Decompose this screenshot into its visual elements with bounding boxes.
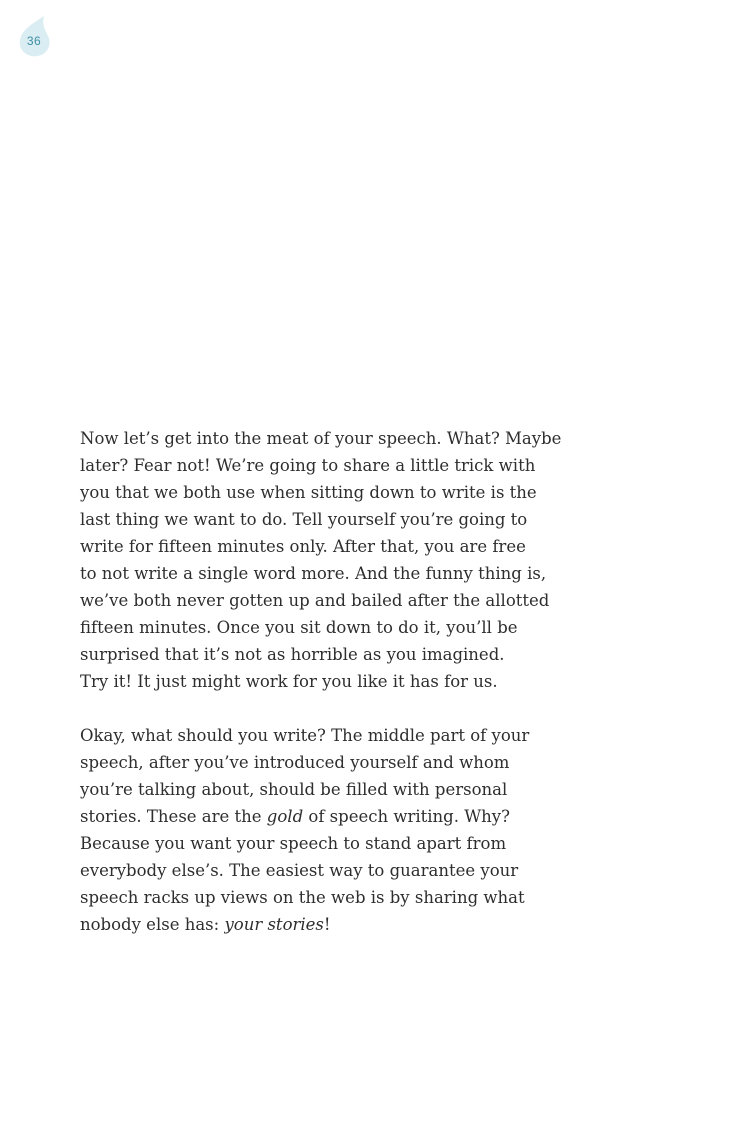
text-segment: of speech writing. Why?	[303, 807, 510, 826]
text-line: you that we both use when sitting down to write is the	[80, 483, 537, 502]
text-segment: nobody else has:	[80, 915, 225, 934]
text-line: everybody else’s. The easiest way to guarantee your	[80, 861, 519, 880]
emphasis-text: gold	[266, 807, 304, 826]
text-line	[80, 911, 560, 938]
emphasis-text: your stories	[224, 915, 324, 934]
text-line: surprised that it’s not as horrible as you imagined.	[80, 645, 505, 664]
page-number: 36	[26, 34, 42, 48]
text-segment: stories. These are the	[80, 807, 267, 826]
text-line: Because you want your speech to stand apart from	[80, 834, 507, 853]
paragraph-2	[80, 722, 560, 938]
text-line: speech racks up views on the web is by sharing what	[80, 888, 525, 907]
text-line: last thing we want to do. Tell yourself you’re going to	[80, 510, 528, 529]
page-number-marker	[14, 14, 54, 58]
body-text	[80, 425, 560, 938]
text-line: write for fifteen minutes only. After that, you are free	[80, 537, 526, 556]
text-line: Try it! It just might work for you like it has for us.	[80, 672, 498, 691]
text-line: we’ve both never gotten up and bailed after the allotted	[80, 591, 550, 610]
text-line: Now let’s get into the meat of your speech. What? Maybe	[80, 429, 562, 448]
text-line: speech, after you’ve introduced yourself and whom	[80, 753, 510, 772]
text-segment: !	[323, 915, 331, 934]
paragraph-1	[80, 425, 560, 695]
text-line: to not write a single word more. And the funny thing is,	[80, 564, 547, 583]
text-line: you’re talking about, should be filled with personal	[80, 780, 508, 799]
text-line: Okay, what should you write? The middle part of your	[80, 726, 530, 745]
text-line: later? Fear not! We’re going to share a little trick with	[80, 456, 536, 475]
text-line: fifteen minutes. Once you sit down to do it, you’ll be	[80, 618, 518, 637]
text-line	[80, 803, 560, 830]
